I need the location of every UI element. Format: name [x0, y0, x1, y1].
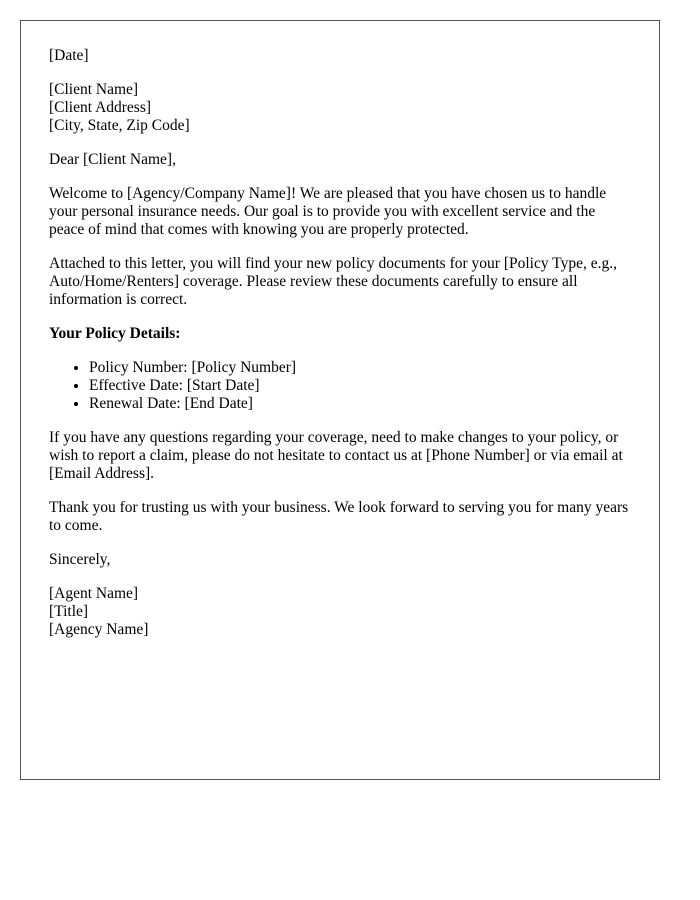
recipient-city-state-zip: [City, State, Zip Code] [49, 117, 190, 134]
closing: Sincerely, [49, 551, 111, 568]
letter-page [20, 20, 660, 780]
letter-date [49, 47, 631, 65]
recipient-address: [Client Address] [49, 99, 152, 116]
recipient-name: [Client Name] [49, 81, 139, 98]
agent-title: [Title] [49, 603, 89, 620]
policy-details-list [49, 359, 631, 413]
policy-number-item: • Policy Number: [Policy Number] [89, 359, 631, 377]
salutation: Dear [Client Name], [49, 151, 176, 168]
recipient-address-block [49, 81, 631, 135]
renewal-date-item: • Renewal Date: [End Date] [89, 395, 631, 413]
welcome-paragraph: Welcome to [Agency/Company Name]! We are pleased that you have chosen us to handle your personal insurance needs. Our goal is to provide you with excellent service and the peace of mind that comes with knowing you are properly protected. [49, 185, 607, 238]
effective-date-item: • Effective Date: [Start Date] [89, 377, 631, 395]
policy-details-heading: Your Policy Details: [49, 325, 181, 342]
agency-name: [Agency Name] [49, 621, 149, 638]
signature-block [49, 585, 631, 639]
questions-paragraph: If you have any questions regarding your coverage, need to make changes to your policy, or wish to report a claim, please do not hesitate to contact us at [Phone Number] or via email at [Email Address]. [49, 429, 623, 482]
agent-name: [Agent Name] [49, 585, 139, 602]
date-text: [Date] [49, 47, 89, 64]
attached-documents-paragraph: Attached to this letter, you will find your new policy documents for your [Policy Type, e.g., Auto/Home/Renters] coverage. Please review these documents carefully to ensure all information is correct. [49, 255, 617, 308]
thanks-paragraph: Thank you for trusting us with your business. We look forward to serving you for many years to come. [49, 499, 629, 534]
